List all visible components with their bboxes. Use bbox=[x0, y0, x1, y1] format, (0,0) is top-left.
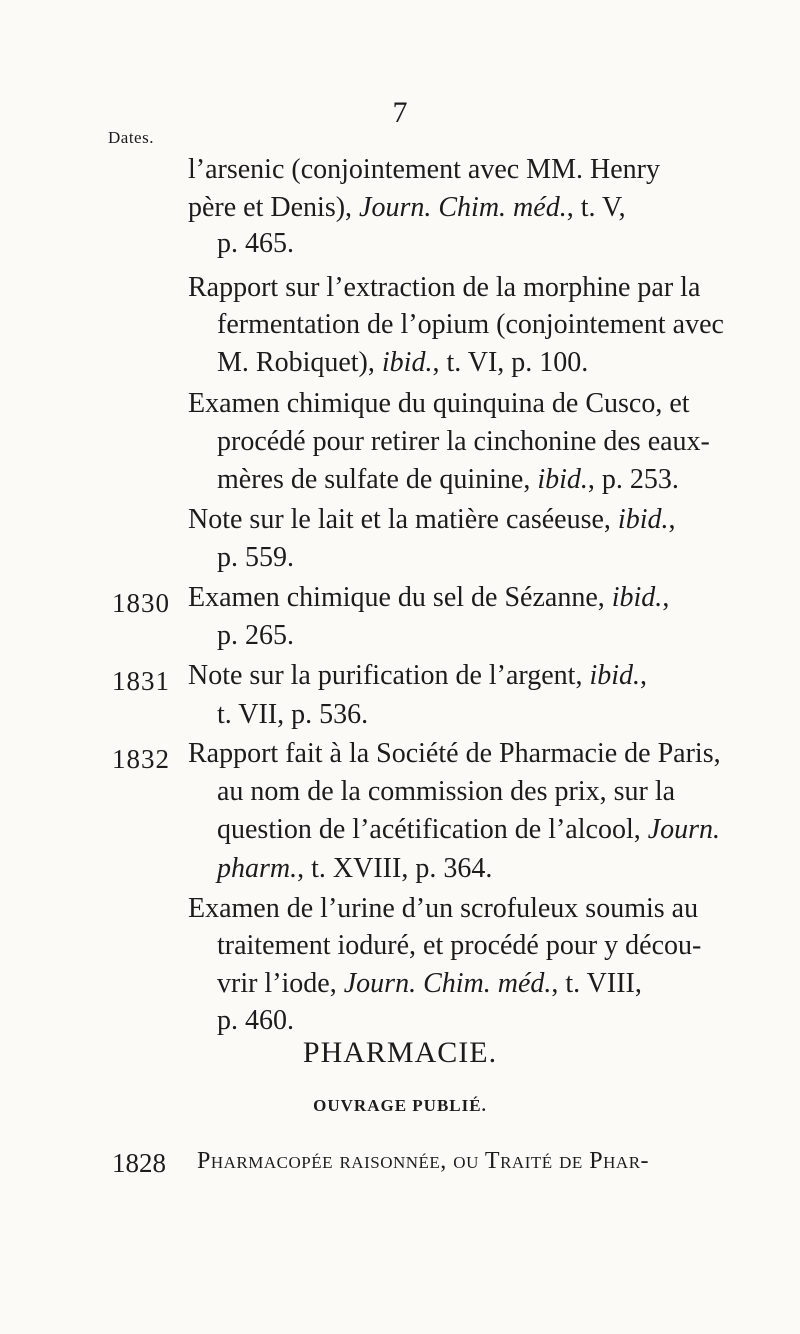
entry-line: mères de sulfate de quinine, ibid., p. 253. bbox=[217, 464, 679, 495]
entry-line: père et Denis), Journ. Chim. méd., t. V, bbox=[188, 192, 626, 223]
entry-line: p. 465. bbox=[217, 228, 294, 259]
entry-line: Rapport sur l’extraction de la morphine par la bbox=[188, 272, 701, 303]
entry-line: fermentation de l’opium (conjointement avec bbox=[217, 309, 724, 340]
entry-line: Examen de l’urine d’un scrofuleux soumis au bbox=[188, 893, 699, 924]
entry-line: Note sur le lait et la matière caséeuse, ibid., bbox=[188, 504, 676, 535]
entry-line: p. 559. bbox=[217, 542, 294, 573]
entry-year: 1831 bbox=[112, 666, 170, 696]
entry-line: M. Robiquet), ibid., t. VI, p. 100. bbox=[217, 347, 589, 378]
entry-line: p. 265. bbox=[217, 620, 294, 651]
entry-line: Examen chimique du sel de Sézanne, ibid., bbox=[188, 582, 670, 613]
section-title: PHARMACIE. bbox=[302, 1036, 498, 1069]
page-number: 7 bbox=[392, 96, 408, 129]
entry-year: 1830 bbox=[112, 588, 170, 618]
entry-line: pharm., t. XVIII, p. 364. bbox=[217, 853, 493, 884]
entry-line: Rapport fait à la Société de Pharmacie de Paris, bbox=[188, 738, 721, 769]
entry-line: t. VII, p. 536. bbox=[217, 699, 369, 730]
dates-margin-label: Dates. bbox=[108, 128, 154, 147]
section-subtitle: OUVRAGE PUBLIÉ. bbox=[313, 1096, 487, 1115]
entry-year: 1828 bbox=[112, 1148, 166, 1178]
entry-line: traitement ioduré, et procédé pour y décou- bbox=[217, 930, 702, 961]
entry-line: p. 460. bbox=[217, 1005, 294, 1036]
entry-line: Examen chimique du quinquina de Cusco, et bbox=[188, 388, 690, 419]
entry-line: l’arsenic (conjointement avec MM. Henry bbox=[188, 154, 660, 185]
entry-line: vrir l’iode, Journ. Chim. méd., t. VIII, bbox=[217, 968, 642, 999]
entry-text: Pharmacopée raisonnée, ou Traité de Phar- bbox=[197, 1148, 650, 1174]
entry-year: 1832 bbox=[112, 744, 170, 774]
entry-line: procédé pour retirer la cinchonine des eaux- bbox=[217, 426, 710, 457]
entry-line: Note sur la purification de l’argent, ibid., bbox=[188, 660, 648, 691]
entry-line: question de l’acétification de l’alcool, Journ. bbox=[217, 814, 721, 845]
entry-line: au nom de la commission des prix, sur la bbox=[217, 776, 676, 807]
